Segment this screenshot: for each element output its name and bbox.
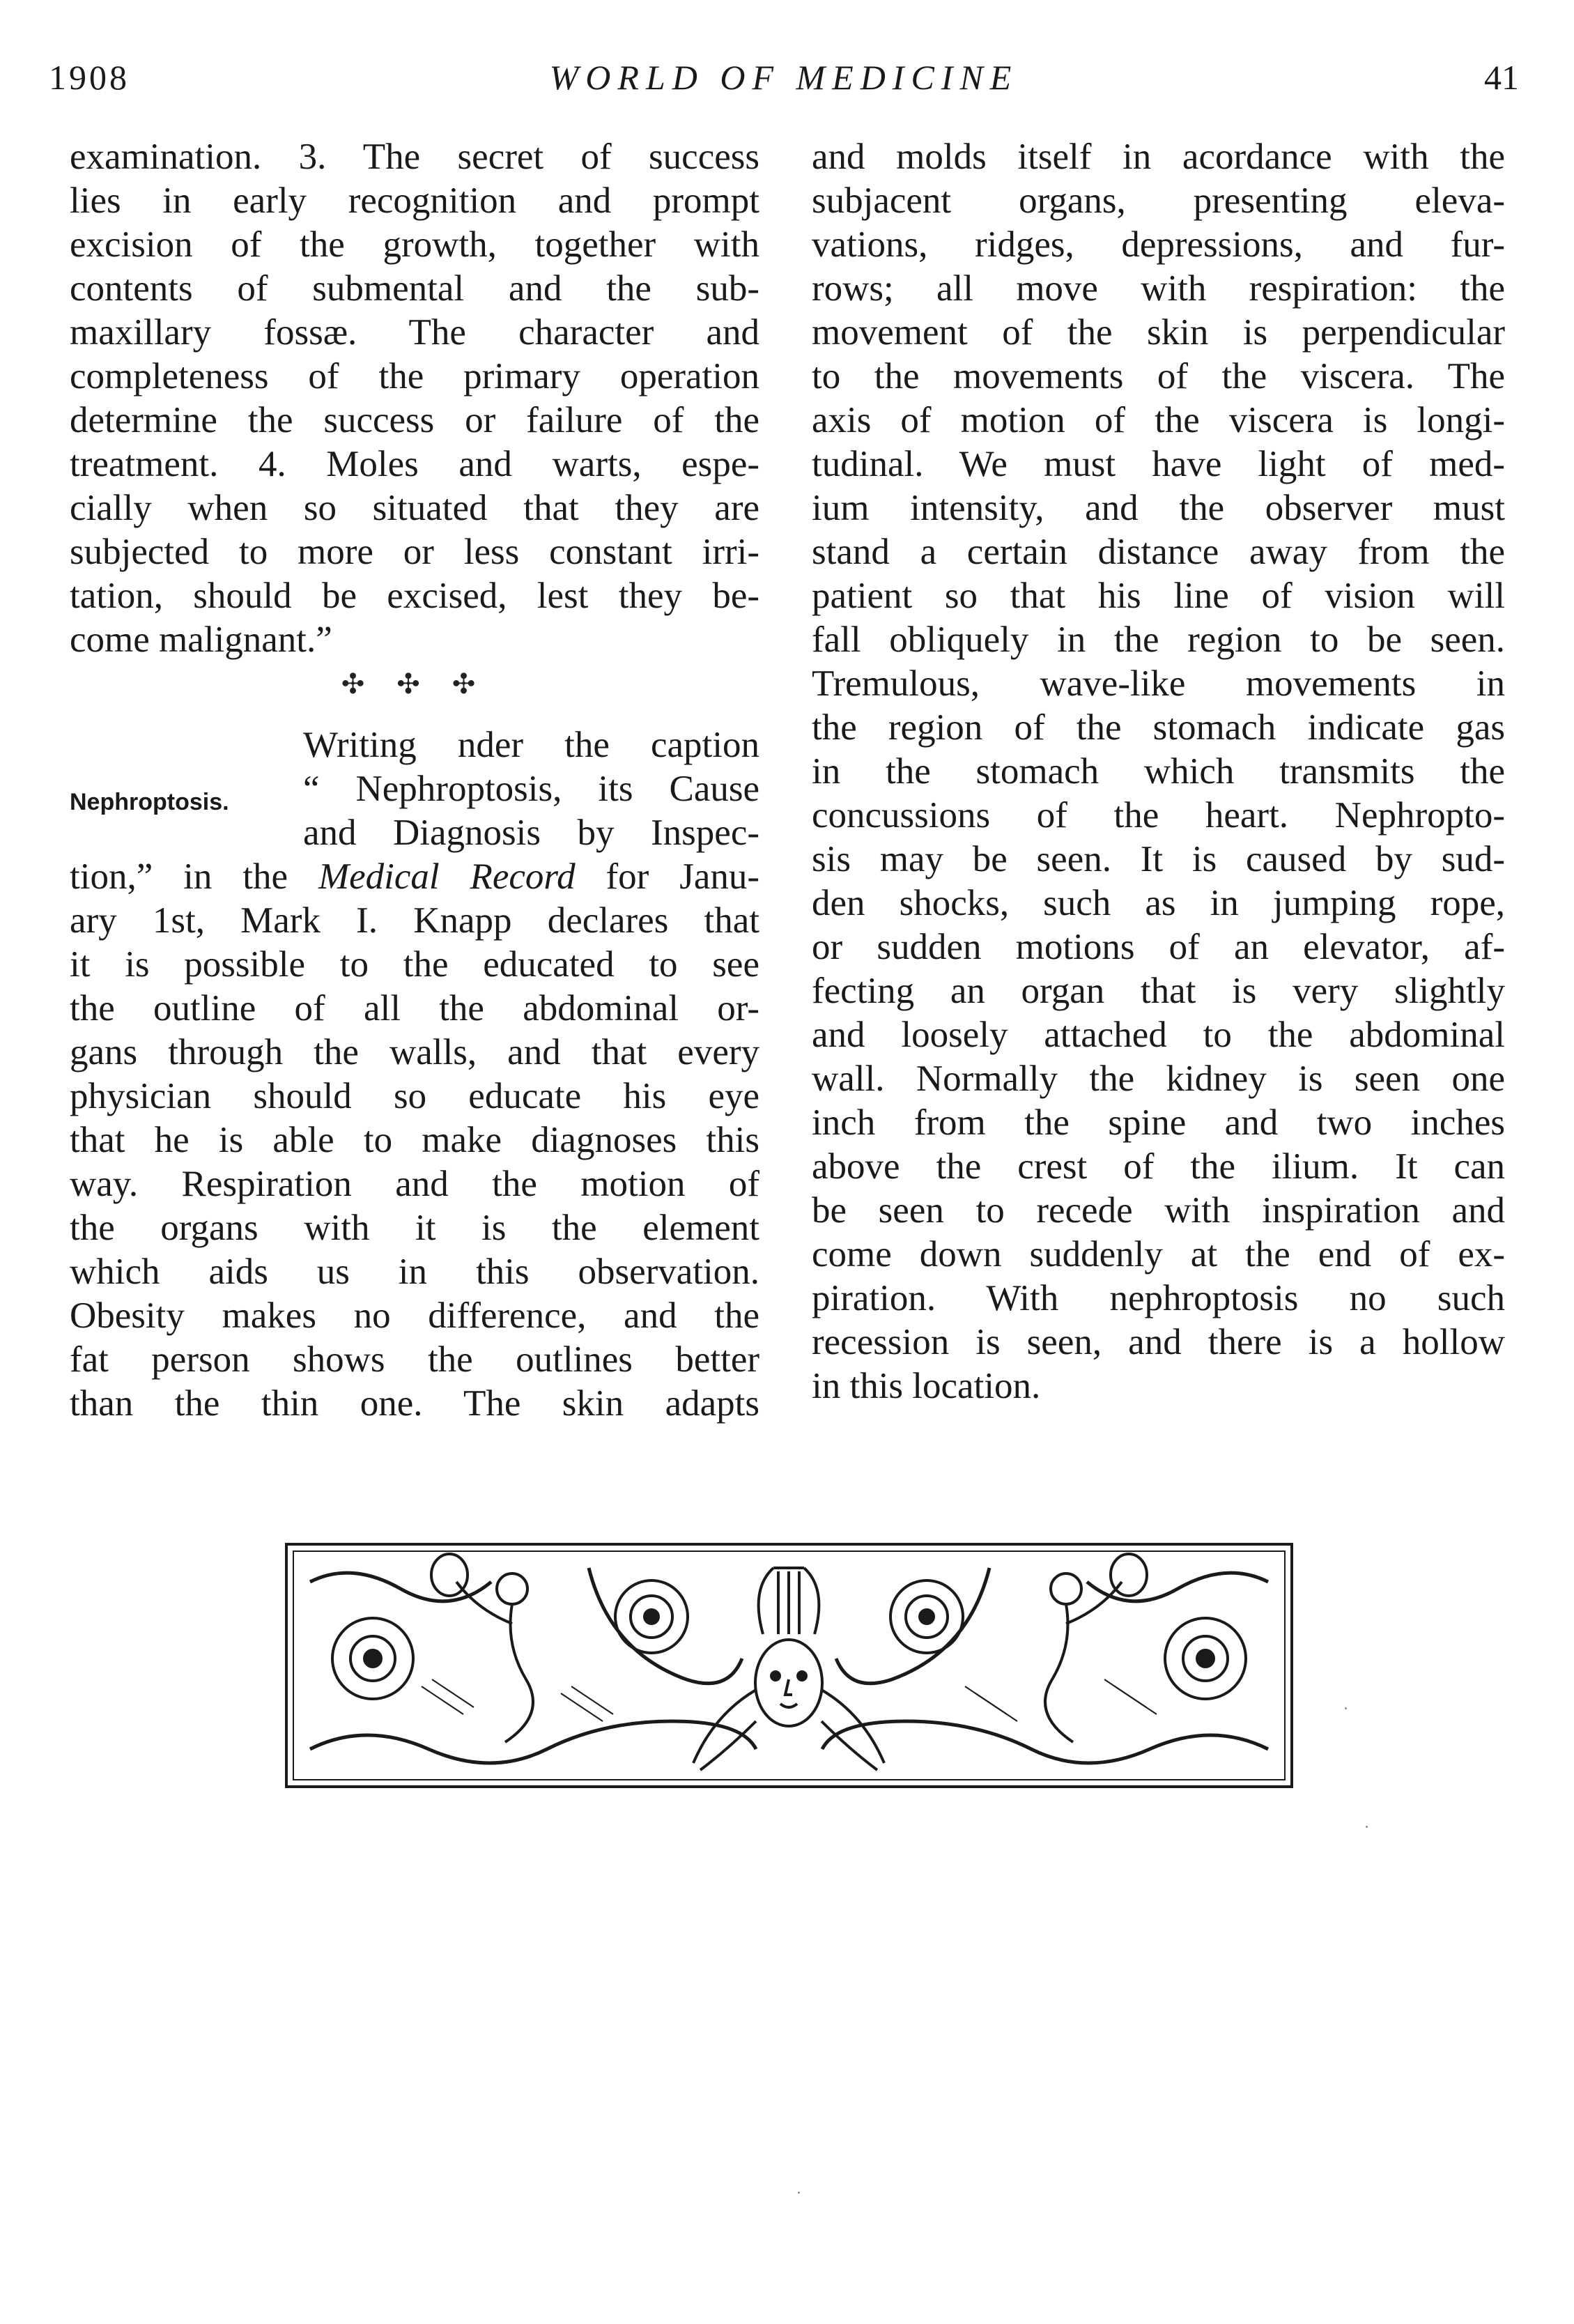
text-line: which aids us in this observation. xyxy=(70,1252,759,1292)
running-head xyxy=(49,43,1519,99)
journal-title: WORLD OF MEDICINE xyxy=(549,58,1019,97)
text-line: excision of the growth, together with xyxy=(70,224,759,265)
text-line: above the crest of the ilium. It can xyxy=(812,1146,1505,1187)
text-line: stand a certain distance away from the xyxy=(812,532,1505,572)
text-line-record xyxy=(70,855,759,899)
section-separator: ✣ ✣ ✣ xyxy=(341,668,488,700)
text-line: in the stomach which transmits the xyxy=(812,751,1505,792)
text-line: ium intensity, and the observer must xyxy=(812,488,1505,528)
text-line: cially when so situated that they are xyxy=(70,488,759,528)
text-line: determine the success or failure of the xyxy=(70,400,759,440)
text-line: vations, ridges, depressions, and fur- xyxy=(812,224,1505,265)
text-line: Obesity makes no difference, and the xyxy=(70,1295,759,1336)
text-line: sis may be seen. It is caused by sud- xyxy=(812,839,1505,879)
text-line: movement of the skin is perpendicular xyxy=(812,312,1505,353)
text-line: den shocks, such as in jumping rope, xyxy=(812,883,1505,923)
text-line: the region of the stomach indicate gas xyxy=(812,707,1505,748)
text-line: to the movements of the viscera. The xyxy=(812,356,1505,397)
left-paragraph-continuation xyxy=(70,135,759,662)
text-line: come malignant.” xyxy=(70,620,332,660)
ornamental-tailpiece-icon xyxy=(282,1540,1296,1791)
text-line: subjected to more or less constant irri- xyxy=(70,532,759,572)
text-line: Writing nder the caption xyxy=(303,725,759,765)
text-fragment: tion,” in the xyxy=(70,856,318,897)
text-line: ary 1st, Mark I. Knapp declares that xyxy=(70,900,759,941)
page-number: 41 xyxy=(1484,58,1519,97)
text-line: and Diagnosis by Inspec- xyxy=(303,813,759,853)
text-line: axis of motion of the viscera is longi- xyxy=(812,400,1505,440)
text-line: physician should so educate his eye xyxy=(70,1076,759,1116)
text-line: Tremulous, wave-like movements in xyxy=(812,663,1505,704)
text-line: than the thin one. The skin adapts xyxy=(70,1383,759,1424)
text-line: the organs with it is the element xyxy=(70,1208,759,1248)
text-line: subjacent organs, presenting eleva- xyxy=(812,180,1505,221)
publication-title: Medical Record xyxy=(318,856,576,897)
text-line: maxillary fossæ. The character and xyxy=(70,312,759,353)
nephroptosis-paragraph xyxy=(70,723,759,1426)
text-line: contents of submental and the sub- xyxy=(70,268,759,309)
text-line: be seen to recede with inspiration and xyxy=(812,1190,1505,1231)
paper-speck xyxy=(1345,1707,1347,1709)
side-caption-nephroptosis: Nephroptosis. xyxy=(70,789,229,815)
paper-speck xyxy=(1366,1826,1368,1828)
text-line: recession is seen, and there is a hollow xyxy=(812,1322,1505,1362)
text-line: fall obliquely in the region to be seen. xyxy=(812,620,1505,660)
text-line: the outline of all the abdominal or- xyxy=(70,988,759,1029)
text-line: inch from the spine and two inches xyxy=(812,1102,1505,1143)
text-line: fecting an organ that is very slightly xyxy=(812,971,1505,1011)
text-line: concussions of the heart. Nephropto- xyxy=(812,795,1505,836)
text-line: completeness of the primary operation xyxy=(70,356,759,397)
text-line: lies in early recognition and prompt xyxy=(70,180,759,221)
text-line: patient so that his line of vision will xyxy=(812,576,1505,616)
text-line: examination. 3. The secret of success xyxy=(70,137,759,177)
text-line: and loosely attached to the abdominal xyxy=(812,1015,1505,1055)
paper-speck xyxy=(798,2192,800,2194)
text-line: rows; all move with respiration: the xyxy=(812,268,1505,309)
text-line: gans through the walls, and that every xyxy=(70,1032,759,1072)
text-line: “ Nephroptosis, its Cause xyxy=(303,769,759,809)
text-fragment: for Janu- xyxy=(575,856,759,897)
text-line: way. Respiration and the motion of xyxy=(70,1164,759,1204)
text-line: it is possible to the educated to see xyxy=(70,944,759,985)
text-line: tation, should be excised, lest they be- xyxy=(70,576,759,616)
header-year: 1908 xyxy=(49,58,130,97)
text-line: fat person shows the outlines better xyxy=(70,1339,759,1380)
text-line: in this location. xyxy=(812,1366,1041,1406)
right-column xyxy=(812,135,1505,1408)
text-line: that he is able to make diagnoses this xyxy=(70,1120,759,1160)
text-line: wall. Normally the kidney is seen one xyxy=(812,1059,1505,1099)
text-line: or sudden motions of an elevator, af- xyxy=(812,927,1505,967)
text-line: piration. With nephroptosis no such xyxy=(812,1278,1505,1318)
text-line: tudinal. We must have light of med- xyxy=(812,444,1505,484)
text-line: and molds itself in acordance with the xyxy=(812,137,1505,177)
text-line: come down suddenly at the end of ex- xyxy=(812,1234,1505,1275)
text-line: treatment. 4. Moles and warts, espe- xyxy=(70,444,759,484)
section-gap xyxy=(70,706,759,723)
